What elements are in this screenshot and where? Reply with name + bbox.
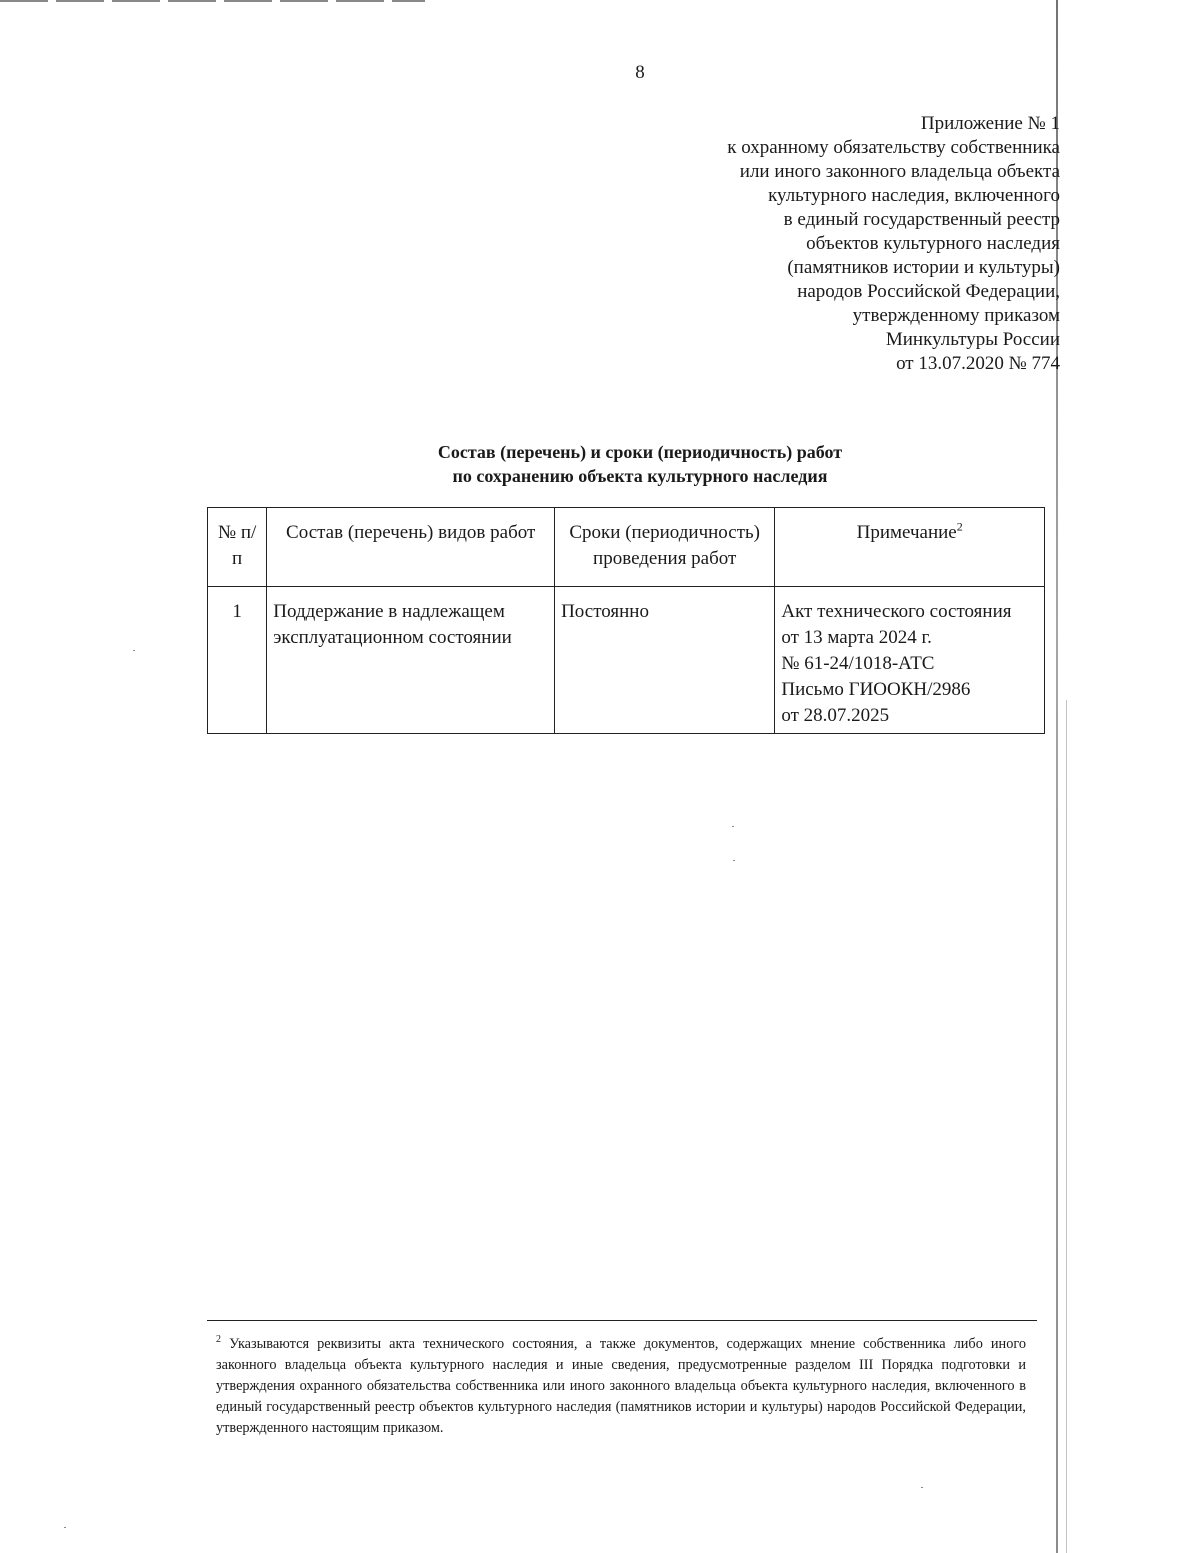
header-num: № п/п bbox=[208, 508, 267, 587]
scan-speck bbox=[133, 650, 135, 651]
appendix-line: от 13.07.2020 № 774 bbox=[896, 353, 1060, 374]
scan-artifact-right-edge-secondary bbox=[1066, 700, 1067, 1553]
appendix-line: Минкультуры России bbox=[885, 329, 1060, 350]
footnote-divider bbox=[207, 1320, 1037, 1321]
cell-work: Поддержание в надлежащем эксплуатационном состоянии bbox=[267, 587, 555, 734]
scan-speck bbox=[921, 1487, 923, 1488]
footnote-marker: 2 bbox=[216, 1334, 221, 1346]
appendix-line: в единый государственный реестр bbox=[783, 209, 1060, 230]
works-table bbox=[207, 507, 1045, 734]
appendix-header bbox=[620, 112, 1060, 376]
scan-speck bbox=[732, 826, 734, 827]
appendix-line: утвержденному приказом bbox=[852, 305, 1060, 326]
scan-speck bbox=[64, 1527, 66, 1528]
header-note bbox=[775, 508, 1045, 587]
note-line: от 13 марта 2024 г. bbox=[781, 627, 932, 648]
appendix-line: объектов культурного наследия bbox=[806, 233, 1060, 254]
cell-note bbox=[775, 587, 1045, 734]
note-line: Акт технического состояния bbox=[781, 601, 1012, 622]
title-line-1: Состав (перечень) и сроки (периодичность) работ bbox=[437, 442, 843, 462]
footnote-text: Указываются реквизиты акта технического состояния, а также документов, содержащих мнение собственника либо иного законного владельца объекта культурного наследия и иные сведения, предусмотренные разделом III Порядка подготовки и утверждения охранного обязательства собственника или иного законного владельца объекта культурного наследия, включенного в единый государственный реестр объектов культурного наследия (памятников истории и культуры) народов Российской Федерации, утвержденного настоящим приказом. bbox=[216, 1336, 1027, 1436]
scan-speck bbox=[733, 860, 735, 861]
note-line: Письмо ГИООКН/2986 bbox=[781, 679, 971, 700]
appendix-line: или иного законного владельца объекта bbox=[739, 161, 1060, 182]
note-line: № 61-24/1018-АТС bbox=[781, 653, 935, 674]
page-number: 8 bbox=[635, 62, 645, 83]
header-work: Состав (перечень) видов работ bbox=[267, 508, 555, 587]
table-row bbox=[208, 587, 1045, 734]
appendix-line: культурного наследия, включенного bbox=[768, 185, 1060, 206]
note-line: от 28.07.2025 bbox=[781, 705, 890, 726]
appendix-line: Приложение № 1 bbox=[920, 113, 1060, 134]
appendix-line: к охранному обязательству собственника bbox=[727, 137, 1060, 158]
title-line-2: по сохранению объекта культурного наследия bbox=[452, 466, 828, 486]
cell-term: Постоянно bbox=[555, 587, 775, 734]
header-note-label: Примечание bbox=[856, 522, 957, 543]
header-term: Сроки (периодичность) проведения работ bbox=[555, 508, 775, 587]
footnote bbox=[216, 1334, 1026, 1439]
cell-num: 1 bbox=[208, 587, 267, 734]
appendix-line: (памятников истории и культуры) bbox=[787, 257, 1060, 278]
scan-artifact-top-line bbox=[0, 0, 425, 2]
footnote-reference: 2 bbox=[956, 519, 963, 534]
table-header-row bbox=[208, 508, 1045, 587]
document-title bbox=[200, 440, 1080, 488]
appendix-line: народов Российской Федерации, bbox=[797, 281, 1060, 302]
